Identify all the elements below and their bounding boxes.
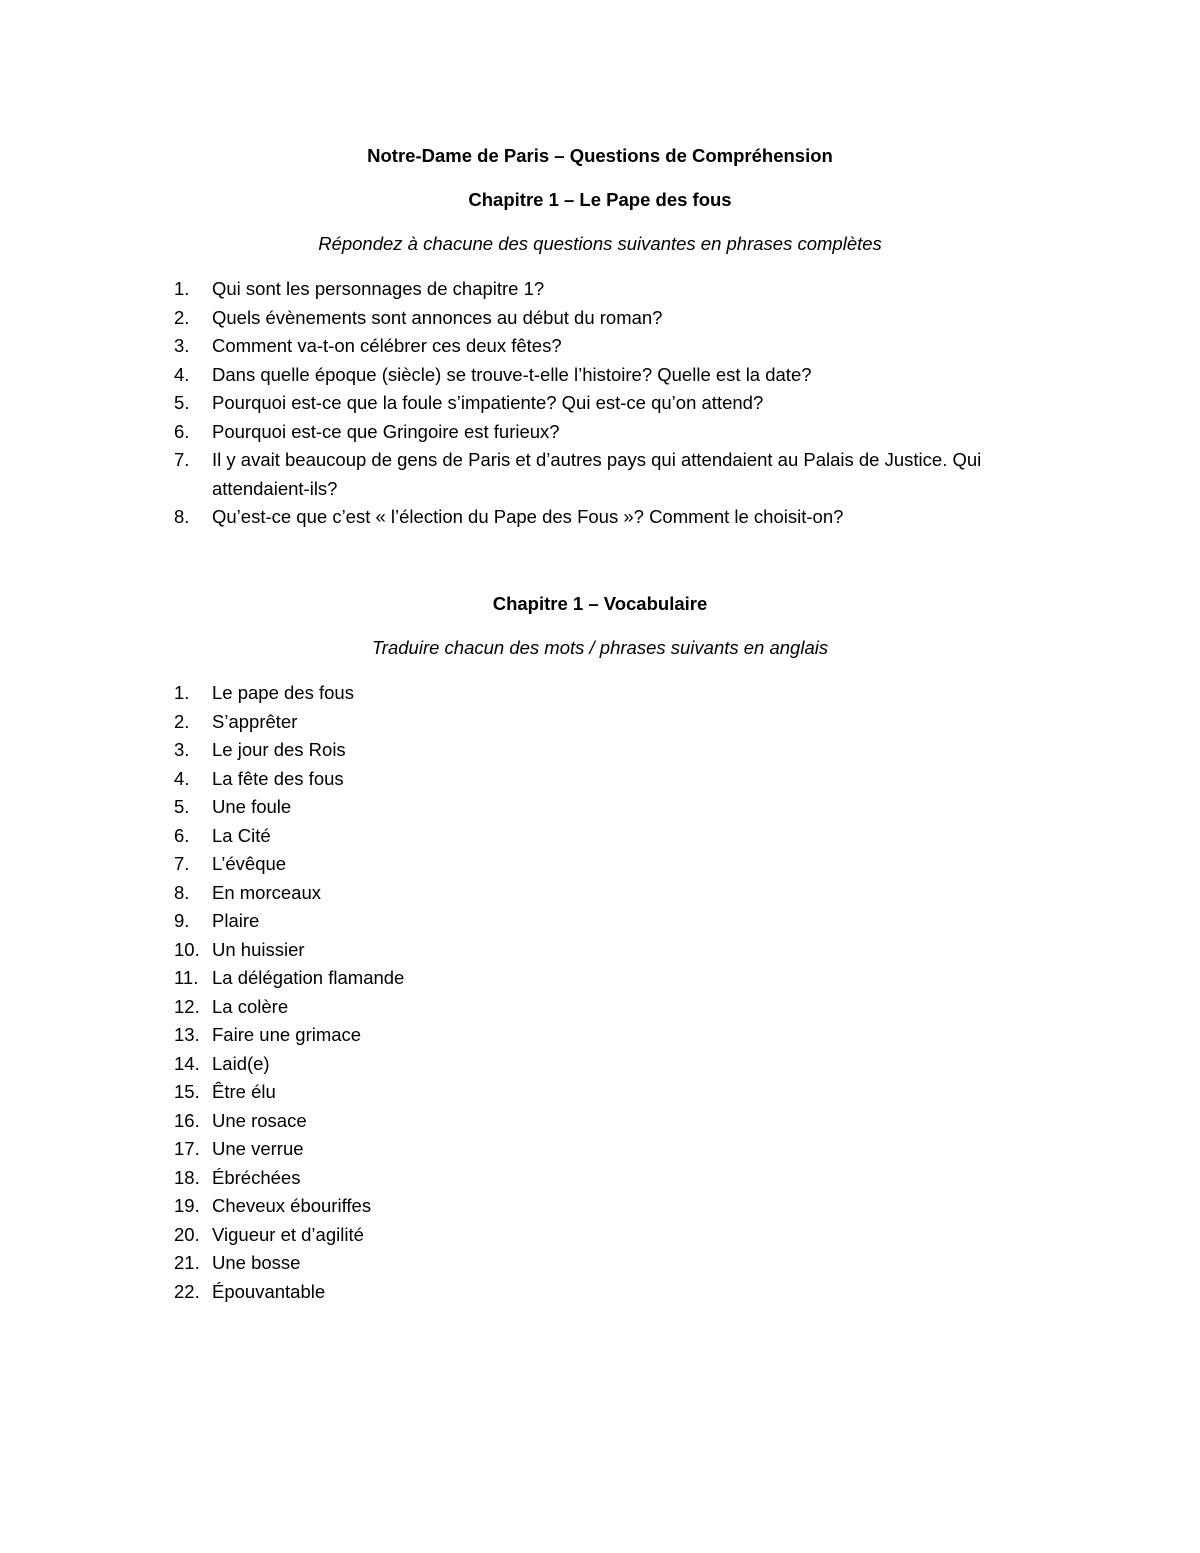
list-item-text: Le jour des Rois — [212, 739, 346, 760]
section1-heading: Chapitre 1 – Le Pape des fous — [468, 189, 732, 210]
list-item-text: Cheveux ébouriffes — [212, 1195, 372, 1216]
list-item-text: Vigueur et d’agilité — [212, 1223, 364, 1245]
vocabulary-item — [0, 1164, 1032, 1193]
question-item — [0, 446, 1032, 503]
section1-instruction: Répondez à chacune des questions suivantes en phrases complètes — [318, 233, 882, 254]
list-item-number: 21. — [174, 1252, 200, 1273]
list-item-text: La colère — [212, 995, 289, 1017]
vocabulary-item — [0, 708, 1032, 737]
list-item-text: Ébréchées — [212, 1166, 301, 1188]
list-item-number: 2. — [174, 306, 190, 328]
list-item-number: 8. — [174, 506, 190, 527]
list-item-text: L’évêque — [212, 853, 287, 874]
vocabulary-item — [0, 993, 1032, 1022]
vocabulary-item — [0, 964, 1032, 993]
list-item-number: 12. — [174, 995, 200, 1017]
list-item-text: La délégation flamande — [212, 967, 405, 988]
list-item-number: 7. — [174, 449, 190, 470]
list-item-number: 5. — [174, 392, 190, 413]
list-item-number: 17. — [174, 1138, 200, 1159]
vocabulary-item — [0, 679, 1032, 708]
comprehension-questions-list — [0, 275, 1200, 532]
list-item-text: Quels évènements sont annonces au début du roman? — [212, 306, 663, 328]
vocabulary-item — [0, 1221, 1032, 1250]
list-item-number: 4. — [174, 363, 190, 385]
list-item-text: Un huissier — [212, 938, 305, 960]
question-item — [0, 418, 1032, 447]
list-item-text: La Cité — [212, 824, 271, 846]
list-item-number: 14. — [174, 1052, 200, 1074]
question-item — [0, 361, 1032, 390]
question-item — [0, 503, 1032, 532]
vocabulary-item — [0, 879, 1032, 908]
list-item-number: 16. — [174, 1109, 200, 1131]
list-item-number: 6. — [174, 824, 190, 846]
list-item-text: Comment va-t-on célébrer ces deux fêtes? — [212, 335, 562, 356]
list-item-text: S’apprêter — [212, 710, 298, 732]
list-item-number: 19. — [174, 1195, 200, 1216]
vocabulary-item — [0, 1249, 1032, 1278]
list-item-number: 13. — [174, 1024, 200, 1045]
vocabulary-list — [0, 679, 1200, 1306]
list-item-text: En morceaux — [212, 881, 321, 903]
list-item-text: Épouvantable — [212, 1280, 326, 1302]
list-item-number: 8. — [174, 881, 190, 903]
vocabulary-item — [0, 793, 1032, 822]
vocabulary-item — [0, 1050, 1032, 1079]
question-item — [0, 332, 1032, 361]
list-item-number: 7. — [174, 853, 190, 874]
list-item-text: Laid(e) — [212, 1052, 270, 1074]
list-item-text: Une verrue — [212, 1138, 304, 1159]
question-item — [0, 304, 1032, 333]
list-item-text: Faire une grimace — [212, 1024, 362, 1045]
vocabulary-item — [0, 765, 1032, 794]
list-item-number: 22. — [174, 1280, 200, 1302]
list-item-number: 11. — [174, 967, 199, 988]
list-item-text: Il y avait beaucoup de gens de Paris et d’autres pays qui attendaient au Palais de Justice. Qui attendaient-ils? — [212, 449, 982, 499]
document-title: Notre-Dame de Paris – Questions de Compréhension — [367, 145, 833, 166]
list-item-number: 5. — [174, 796, 190, 817]
vocabulary-item — [0, 1278, 1032, 1307]
list-item-number: 1. — [174, 278, 190, 299]
list-item-text: Qui sont les personnages de chapitre 1? — [212, 278, 545, 299]
vocabulary-item — [0, 736, 1032, 765]
list-item-text: Une foule — [212, 796, 292, 817]
list-item-text: Pourquoi est-ce que Gringoire est furieux? — [212, 420, 560, 442]
list-item-number: 9. — [174, 910, 190, 931]
list-item-number: 20. — [174, 1223, 200, 1245]
list-item-text: La fête des fous — [212, 767, 344, 789]
vocabulary-item — [0, 822, 1032, 851]
section2-heading: Chapitre 1 – Vocabulaire — [492, 593, 708, 614]
list-item-text: Le pape des fous — [212, 682, 354, 703]
list-item-number: 6. — [174, 420, 190, 442]
list-item-text: Pourquoi est-ce que la foule s’impatiente? Qui est-ce qu’on attend? — [212, 392, 764, 413]
list-item-text: Plaire — [212, 910, 260, 931]
list-item-text: Une rosace — [212, 1109, 307, 1131]
vocabulary-item — [0, 1021, 1032, 1050]
list-item-text: Qu’est-ce que c’est « l’élection du Pape des Fous »? Comment le choisit-on? — [212, 506, 844, 527]
vocabulary-item — [0, 1135, 1032, 1164]
vocabulary-item — [0, 936, 1032, 965]
list-item-number: 3. — [174, 335, 190, 356]
list-item-number: 2. — [174, 710, 190, 732]
vocabulary-item — [0, 1078, 1032, 1107]
list-item-number: 1. — [174, 682, 190, 703]
question-item — [0, 275, 1032, 304]
question-item — [0, 389, 1032, 418]
list-item-number: 3. — [174, 739, 190, 760]
list-item-number: 4. — [174, 767, 190, 789]
vocabulary-item — [0, 1107, 1032, 1136]
vocabulary-item — [0, 907, 1032, 936]
list-item-number: 10. — [174, 938, 200, 960]
list-item-number: 18. — [174, 1166, 200, 1188]
vocabulary-item — [0, 850, 1032, 879]
list-item-number: 15. — [174, 1081, 200, 1102]
list-item-text: Dans quelle époque (siècle) se trouve-t-elle l’histoire? Quelle est la date? — [212, 363, 812, 385]
vocabulary-item — [0, 1192, 1032, 1221]
section2-instruction: Traduire chacun des mots / phrases suivants en anglais — [371, 637, 829, 658]
list-item-text: Une bosse — [212, 1252, 301, 1273]
list-item-text: Être élu — [212, 1081, 276, 1102]
